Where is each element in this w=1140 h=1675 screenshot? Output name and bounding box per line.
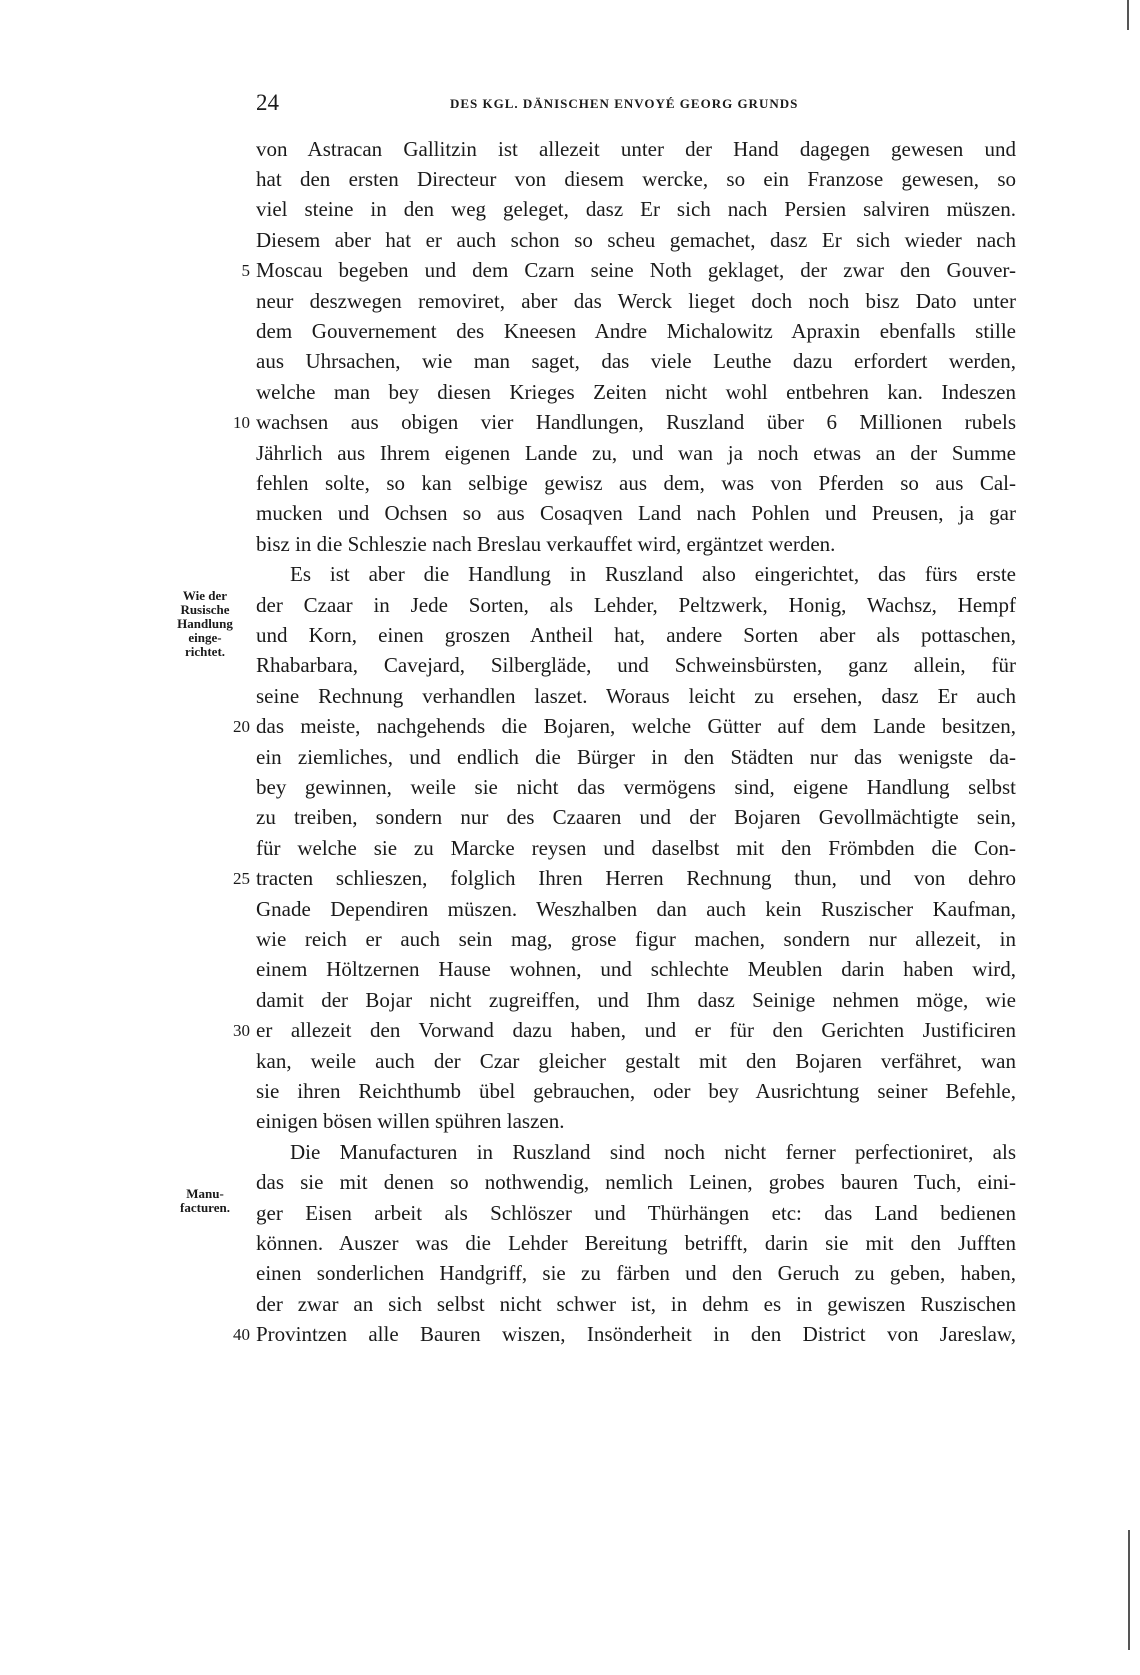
text-line: fehlen solte, so kan selbige gewisz aus dem, was von Pferden so aus Cal- bbox=[256, 471, 1016, 495]
page-number: 24 bbox=[256, 90, 279, 115]
text-line: wachsen aus obigen vier Handlungen, Ruszland über 6 Millionen rubels bbox=[256, 410, 1016, 434]
text-line: das meiste, nachgehends die Bojaren, welche Gütter auf dem Lande besitzen, bbox=[256, 714, 1016, 738]
text-line: bisz in die Schleszie nach Breslau verkauffet wird, ergäntzet werden. bbox=[256, 532, 836, 556]
text-line: Provintzen alle Bauren wiszen, Insönderheit in den District von Jareslaw, bbox=[256, 1322, 1016, 1346]
scan-edge-mark bbox=[1128, 1530, 1130, 1650]
text-line: einen sonderlichen Handgriff, sie zu färben und den Geruch zu geben, haben, bbox=[256, 1261, 1016, 1285]
text-line: von Astracan Gallitzin ist allezeit unter der Hand dagegen gewesen und bbox=[256, 137, 1016, 161]
text-line: und Korn, einen groszen Antheil hat, andere Sorten aber als pottaschen, bbox=[256, 623, 1016, 647]
line-number: 30 bbox=[233, 1021, 250, 1040]
line-number: 20 bbox=[233, 717, 250, 736]
marginal-note-trade bbox=[162, 589, 248, 659]
text-line: kan, weile auch der Czar gleicher gestalt mit den Bojaren verfähret, wan bbox=[256, 1049, 1016, 1073]
text-line: für welche sie zu Marcke reysen und daselbst mit den Frömbden die Con- bbox=[256, 836, 1016, 860]
text-line: viel steine in den weg geleget, dasz Er sich nach Persien salviren müszen. bbox=[256, 197, 1016, 221]
text-line: ger Eisen arbeit als Schlöszer und Thürhängen etc: das Land bedienen bbox=[256, 1201, 1016, 1225]
marginal-note-line: Rusische bbox=[180, 602, 230, 617]
text-line: er allezeit den Vorwand dazu haben, und er für den Gerichten Justificiren bbox=[256, 1018, 1016, 1042]
marginal-note-line: Handlung bbox=[177, 616, 233, 631]
marginal-note-line: facturen. bbox=[180, 1200, 230, 1215]
running-head: DES KGL. DÄNISCHEN ENVOYÉ GEORG GRUNDS bbox=[450, 96, 799, 111]
text-line: mucken und Ochsen so aus Cosaqven Land nach Pohlen und Preusen, ja gar bbox=[256, 501, 1016, 525]
text-line: Moscau begeben und dem Czarn seine Noth geklaget, der zwar den Gouver- bbox=[256, 258, 1016, 282]
text-line: damit der Bojar nicht zugreiffen, und Ihm dasz Seinige nehmen möge, wie bbox=[256, 988, 1016, 1012]
text-line: bey gewinnen, weile sie nicht das vermögens sind, eigene Handlung selbst bbox=[256, 775, 1016, 799]
marginal-note-line: Manu- bbox=[186, 1186, 224, 1201]
text-line: Die Manufacturen in Ruszland sind noch nicht ferner perfectioniret, als bbox=[290, 1140, 1016, 1164]
text-line: tracten schlieszen, folglich Ihren Herren Rechnung thun, und von dehro bbox=[256, 866, 1016, 890]
marginal-note-line: richtet. bbox=[184, 644, 226, 659]
text-line: seine Rechnung verhandlen laszet. Woraus leicht zu ersehen, dasz Er auch bbox=[256, 684, 1016, 708]
marginal-note-manufactures bbox=[162, 1187, 248, 1215]
text-line: aus Uhrsachen, wie man saget, das viele Leuthe dazu erfordert werden, bbox=[256, 349, 1016, 373]
line-number: 25 bbox=[233, 869, 250, 888]
line-number: 5 bbox=[241, 261, 250, 280]
text-line: ein ziemliches, und endlich die Bürger in den Städten nur das wenigste da- bbox=[256, 745, 1016, 769]
text-line: der Czaar in Jede Sorten, als Lehder, Peltzwerk, Honig, Wachsz, Hempf bbox=[256, 593, 1016, 617]
line-number: 10 bbox=[233, 413, 250, 432]
text-line: Jährlich aus Ihrem eigenen Lande zu, und wan ja noch etwas an der Summe bbox=[256, 441, 1016, 465]
text-line: Diesem aber hat er auch schon so scheu gemachet, dasz Er sich wieder nach bbox=[256, 228, 1016, 252]
text-line: Es ist aber die Handlung in Ruszland also eingerichtet, das fürs erste bbox=[290, 562, 1016, 586]
text-line: der zwar an sich selbst nicht schwer ist, in dehm es in gewiszen Ruszischen bbox=[256, 1292, 1016, 1316]
text-line: einem Höltzernen Hause wohnen, und schlechte Meublen darin haben wird, bbox=[256, 957, 1016, 981]
text-line: welche man bey diesen Krieges Zeiten nicht wohl entbehren kan. Indeszen bbox=[256, 380, 1016, 404]
text-line: können. Auszer was die Lehder Bereitung betrifft, darin sie mit den Jufften bbox=[256, 1231, 1016, 1255]
marginal-note-line: Wie der bbox=[182, 588, 228, 603]
line-number: 40 bbox=[233, 1325, 250, 1344]
marginal-note-line: einge- bbox=[188, 630, 222, 645]
text-line: neur deszwegen removiret, aber das Werck lieget doch noch bisz Dato unter bbox=[256, 289, 1016, 313]
text-line: wie reich er auch sein mag, grose figur machen, sondern nur allezeit, in bbox=[256, 927, 1016, 951]
text-line: Gnade Dependiren müszen. Weszhalben dan auch kein Ruszischer Kaufman, bbox=[256, 897, 1016, 921]
text-line: einigen bösen willen spühren laszen. bbox=[256, 1109, 565, 1133]
text-line: Rhabarbara, Cavejard, Silbergläde, und Schweinsbürsten, ganz allein, für bbox=[256, 653, 1016, 677]
scan-edge-mark bbox=[1127, 0, 1129, 30]
text-line: hat den ersten Directeur von diesem wercke, so ein Franzose gewesen, so bbox=[256, 167, 1016, 191]
text-line: dem Gouvernement des Kneesen Andre Michalowitz Apraxin ebenfalls stille bbox=[256, 319, 1016, 343]
text-line: das sie mit denen so nothwendig, nemlich Leinen, grobes bauren Tuch, eini- bbox=[256, 1170, 1016, 1194]
text-line: sie ihren Reichthumb übel gebrauchen, oder bey Ausrichtung seiner Befehle, bbox=[256, 1079, 1016, 1103]
text-line: zu treiben, sondern nur des Czaaren und der Bojaren Gevollmächtigte sein, bbox=[256, 805, 1016, 829]
